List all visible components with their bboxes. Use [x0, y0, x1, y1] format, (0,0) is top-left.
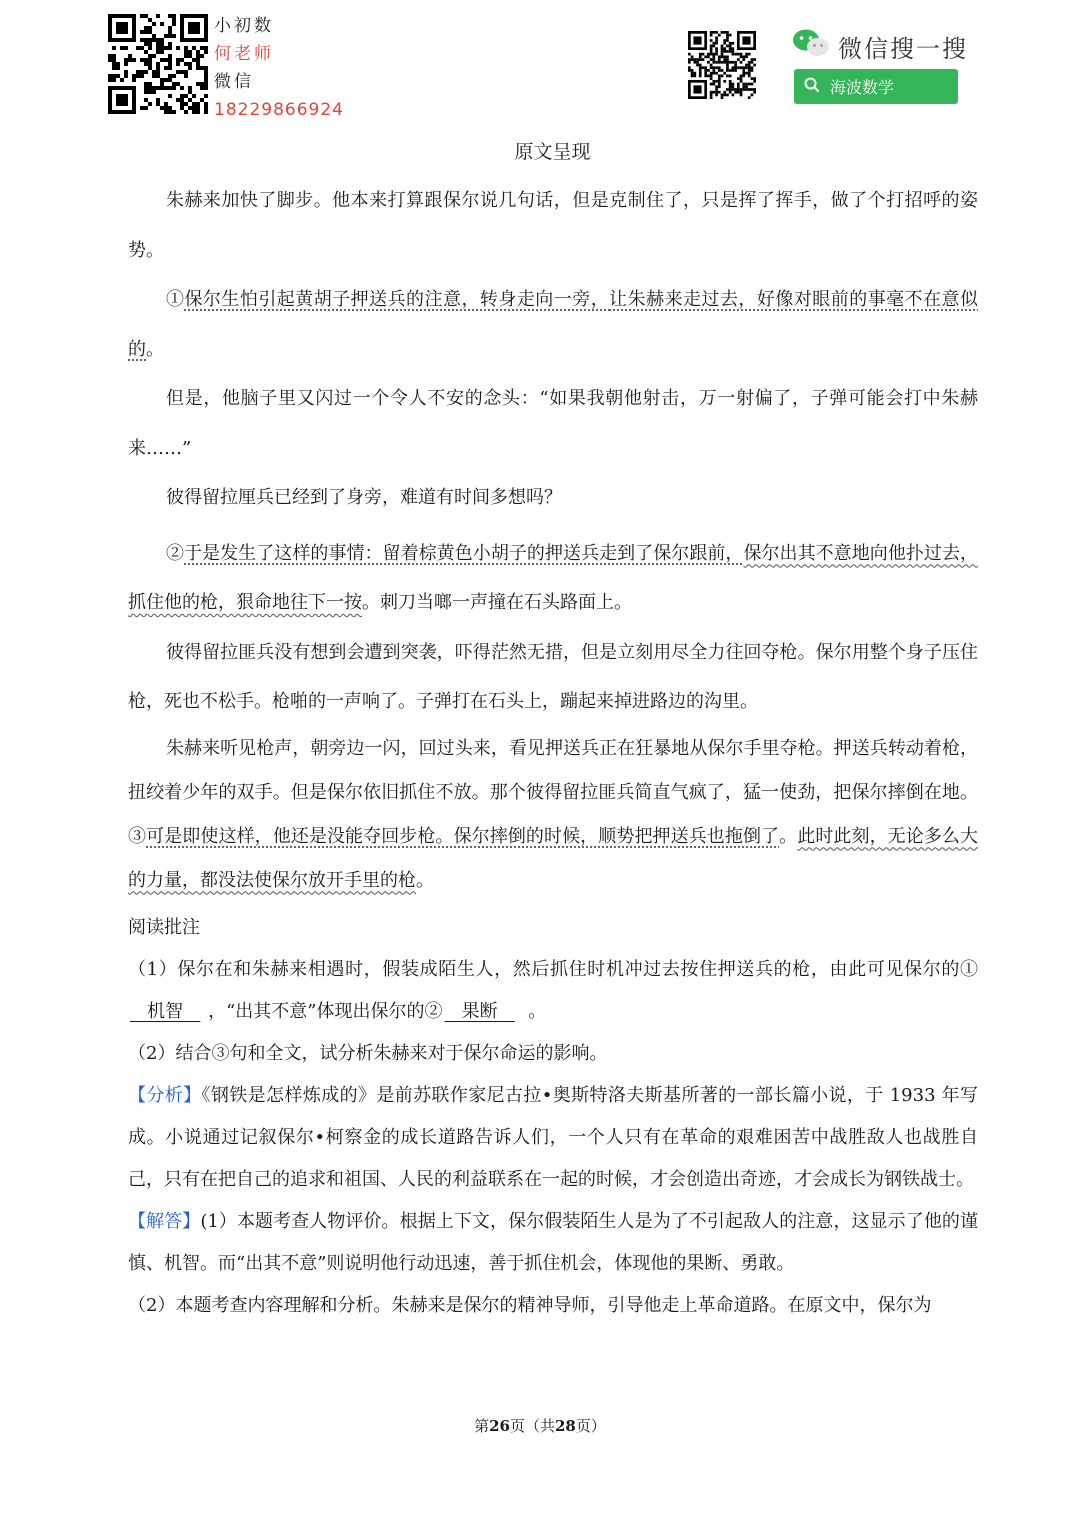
punctuation: 。 [146, 338, 164, 360]
answer-2: （2）本题考查内容理解和分析。朱赫来是保尔的精神导师，引导他走上革命道路。在原文中，保尔为 [128, 1295, 932, 1316]
paragraph-7 [128, 727, 978, 903]
answer-blank-1 [128, 991, 202, 1033]
sentence-number-1: ① [166, 289, 185, 310]
answer-1 [128, 1201, 978, 1285]
qr-code-contact [108, 14, 208, 114]
question-2: （2）结合③句和全文，试分析朱赫来对于保尔命运的影响。 [128, 1043, 608, 1064]
analysis-text: 《钢铁是怎样炼成的》是前苏联作家尼古拉•奥斯特洛夫斯基所著的一部长篇小说，于 1933 年写成。小说通过记叙保尔•柯察金的成长道路告诉人们，一个人只有在革命的艰难困苦中战胜敌人也战胜自己，只有在把自己的追求和祖国、人民的利益联系在一起的时候，才会创造出奇迹，才会成长为钢铁战士。 [128, 1085, 978, 1190]
contact-line-teacher: 何老师 [214, 44, 274, 64]
page-footer [0, 1415, 1080, 1436]
contact-line-subject: 小初数 [214, 16, 274, 36]
contact-line-wechat: 微信 [214, 72, 254, 92]
qr-code-wechat [688, 31, 756, 99]
contact-info [214, 12, 344, 124]
wechat-search-header [792, 28, 968, 64]
punctuation: 。 [779, 825, 798, 847]
search-icon [804, 77, 820, 97]
paragraph-4: 彼得留拉厘兵已经到了身旁，难道有时间多想吗？ [166, 487, 562, 508]
wechat-icon [792, 28, 830, 64]
answer-tag: 【解答】 [128, 1211, 201, 1232]
paragraph-3: 但是，他脑子里又闪过一个令人不安的念头：“如果我朝他射击，万一射偏了，子弹可能会打中朱赫来……” [128, 388, 978, 459]
contact-line-phone: 18229866924 [214, 100, 344, 120]
footer-text: 页） [575, 1417, 606, 1435]
footer-text: 第 [474, 1417, 490, 1435]
current-page: 26 [489, 1417, 510, 1435]
dotted-underline-text: 可是即使这样，他还是没能夺回步枪。保尔摔倒的时候，顺势把押送兵也拖倒了 [146, 825, 780, 847]
annotation-section [128, 907, 978, 1327]
blank-number-2: ② [424, 1001, 443, 1022]
punctuation: 。 [528, 1001, 547, 1022]
total-pages: 28 [555, 1417, 576, 1435]
page-title: 原文呈现 [514, 141, 591, 163]
wechat-search-label: 微信搜一搜 [838, 34, 968, 63]
answer-text: (1）本题考查人物评价。根据上下文，保尔假装陌生人是为了不引起敌人的注意，这显示了他的谨慎、机智。而“出其不意”则说明他行动迅速，善于抓住机会，体现他的果断、勇敢。 [128, 1211, 978, 1274]
dotted-underline-text: 于是发生了这样的事情：留着棕黄色小胡子的押送兵走到了保尔跟前， [184, 542, 744, 564]
punctuation: 。 [416, 869, 434, 891]
analysis-tag: 【分析】 [128, 1085, 202, 1106]
answer-blank-2 [442, 991, 516, 1033]
footer-text: 页（共 [509, 1417, 555, 1435]
blank-answer: 机智 [147, 1001, 184, 1022]
paragraph-1: 朱赫来加快了脚步。他本来打算跟保尔说几句话，但是克制住了，只是挥了挥手，做了个打招呼的姿势。 [128, 190, 978, 261]
sentence-number-2: ② [166, 542, 185, 564]
wavy-underline-text: 保尔出其不意地向他扑过去，抓住他的枪，狠命地往下一按 [128, 542, 978, 613]
blank-number-1: ① [960, 959, 978, 980]
wavy-underline-text: 此时此刻，无论多么大的力量，都没法使保尔放开手里的枪 [128, 825, 979, 891]
paragraph-6: 彼得留拉匪兵没有想到会遭到突袭，吓得茫然无措，但是立刻用尽全力往回夺枪。保尔用整个身子压住枪，死也不松手。枪啪的一声响了。子弹打在石头上，蹦起来掉进路边的沟里。 [128, 641, 978, 712]
question-1 [128, 949, 978, 1033]
sentence-text: 朱赫来听见枪声，朝旁边一闪，回过头来，看见押送兵正在狂暴地从保尔手里夺枪。押送兵转动着枪，扭绞着少年的双手。但是保尔依旧抓住不放。那个彼得留拉匪兵简直气疯了，猛一使劲，把保尔摔倒在地。 [128, 737, 978, 803]
question-1-text: （1）保尔在和朱赫来相遇时，假装成陌生人，然后抓住时机冲过去按住押送兵的枪，由此可见保尔的 [128, 959, 960, 980]
dotted-underline-text: 让朱赫来走过去，好像对眼前的事毫不在意似的 [128, 289, 979, 360]
passage [128, 176, 978, 903]
annotation-heading: 阅读批注 [128, 917, 200, 938]
sentence-tail: 。刺刀当啷一声撞在石头路面上。 [362, 592, 632, 613]
analysis [128, 1075, 978, 1201]
question-1-text: ，“出其不意”体现出保尔的 [208, 1001, 425, 1022]
search-button-label: 海波数学 [830, 78, 895, 97]
paragraph-2 [128, 275, 978, 374]
dotted-underline-text: 保尔生怕引起黄胡子押送兵的注意，转身走向一旁， [184, 289, 610, 310]
paragraph-5 [128, 529, 978, 628]
blank-answer: 果断 [461, 1001, 498, 1022]
search-button[interactable] [794, 69, 958, 104]
sentence-number-3: ③ [128, 825, 147, 847]
